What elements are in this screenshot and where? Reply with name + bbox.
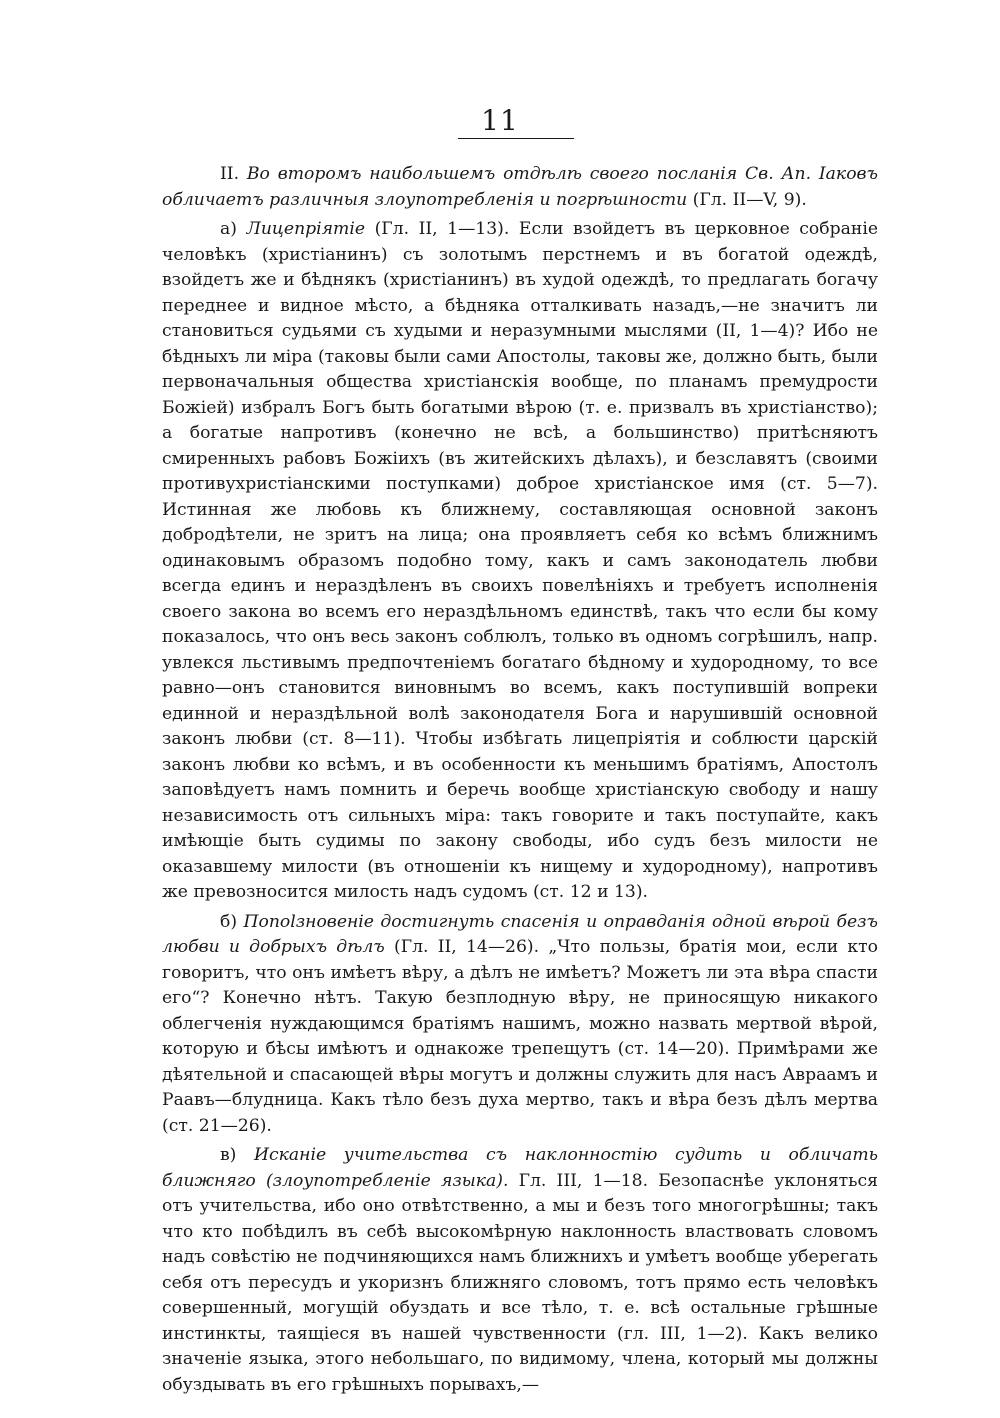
- paragraph-text: Гл. III, 1—18. Безопаснѣе уклоняться отъ учительства, ибо оно отвѣтственно, а мы и безъ того многогрѣшны; такъ что кто побѣдилъ въ себѣ высокомѣрную наклонность властвовать словомъ надъ совѣстію не подчиняющихся намъ ближнихъ и умѣетъ вообще уберегать себя отъ пересудъ и укоризнъ ближняго словомъ, тотъ прямо есть человѣкъ совершенный, могущій обуздать и все тѣло, т. е. всѣ остальные грѣшные инстинкты, таящіеся въ нашей чувственности (гл. III, 1—2). Какъ велико значеніе языка, этого небольшаго, по видимому, члена, который мы должны обуздывать въ его грѣшныхъ порывахъ,—: [162, 1170, 879, 1395]
- subsection-heading: Лицепріятіе: [246, 219, 366, 239]
- subsection-letter: а): [220, 219, 237, 239]
- section-heading: Во второмъ наибольшемъ отдѣлѣ своего посланія Св. Ап. Іаковъ обличаетъ различныя злоупотребленія и погрѣшности: [162, 164, 879, 210]
- paragraph-b: [162, 910, 878, 1140]
- subsection-letter: в): [220, 1145, 237, 1165]
- subsection-heading: Попolзновеніе достигнуть спасенія и оправданія одной вѣрой безъ любви и добрыхъ дѣлъ: [162, 911, 878, 957]
- paragraph-a: [162, 217, 878, 906]
- header-rule: [458, 138, 574, 139]
- paragraph-section-ii: [162, 162, 878, 213]
- body-text: [162, 162, 878, 1398]
- paragraph-text: (Гл. II, 1—13). Если взойдетъ въ церковное собраніе человѣкъ (христіанинъ) съ золотымъ перстнемъ и въ богатой одеждѣ, взойдетъ же и бѣднякъ (христіанинъ) въ худой одеждѣ, то предлагать богачу переднее и видное мѣсто, а бѣдняка отталкивать назадъ,—не значитъ ли становиться судьями съ худыми и неразумными мыслями (II, 1—4)? Ибо не бѣдныхъ ли міра (таковы были сами Апостолы, таковы же, должно быть, были первоначальныя общества христіанскія вообще, по планамъ премудрости Божіей) избралъ Богъ быть богатыми вѣрою (т. е. призвалъ въ христіанство); а богатые напротивъ (конечно не всѣ, а большинство) притѣсняютъ смиренныхъ рабовъ Божіихъ (въ житейскихъ дѣлахъ), и безславятъ (своими противухристіанскими поступками) доброе христіанское имя (ст. 5—7). Истинная же любовь къ ближнему, составляющая основной законъ добродѣтели, не зритъ на лица; она проявляетъ себя ко всѣмъ ближнимъ одинаковымъ образомъ подобно тому, какъ и самъ законодатель любви всегда единъ и нераздѣленъ въ своихъ повелѣніяхъ и требуетъ исполненія своего закона во всемъ его нераздѣльномъ единствѣ, такъ что если бы кому показалось, что онъ весь законъ соблюлъ, только въ одномъ согрѣшилъ, напр. увлекся льстивымъ предпочтеніемъ богатаго бѣдному и худородному, то все равно—онъ становится виновнымъ во всемъ, какъ поступившій вопреки единной и нераздѣльной волѣ законодателя Бога и нарушившій основной законъ любви (ст. 8—11). Чтобы избѣгать лицепріятія и соблюсти царскій законъ любви ко всѣмъ, и въ особенности къ меньшимъ братіямъ, Апостолъ заповѣдуетъ намъ помнить и беречь вообще христіанскую свободу и нашу независимость отъ сильныхъ міра: такъ говорите и такъ поступайте, какъ имѣющіе быть судимы по закону свободы, ибо судъ безъ милости не оказавшему милости (въ отношеніи къ нищему и худородному), напротивъ же превозносится милость надъ судомъ (ст. 12 и 13).: [162, 219, 878, 902]
- section-number: II.: [220, 164, 240, 184]
- paragraph-v: [162, 1143, 878, 1398]
- paragraph-text: (Гл. II, 14—26). „Что пользы, братія мои, если кто говоритъ, что онъ имѣетъ вѣру, а дѣлъ не имѣетъ? Можетъ ли эта вѣра спасти его“? Конечно нѣтъ. Такую безплодную вѣру, не приносящую никакого облегченія нуждающимся братіямъ нашимъ, можно назвать мертвой вѣрой, которую и бѣсы имѣютъ и однакоже трепещутъ (ст. 14—20). Примѣрами же дѣятельной и спасающей вѣры могутъ и должны служить для насъ Авраамъ и Раавъ—блудница. Какъ тѣло безъ духа мертво, такъ и вѣра безъ дѣлъ мертва (ст. 21—26).: [162, 937, 878, 1136]
- subsection-letter: б): [220, 911, 238, 932]
- subsection-heading: Исканіе учительства съ наклонностію судить и обличать ближняго (злоупотребленіе языка).: [162, 1145, 878, 1191]
- paragraph-text: (Гл. II—V, 9).: [687, 189, 807, 210]
- page-number: 11: [481, 104, 519, 137]
